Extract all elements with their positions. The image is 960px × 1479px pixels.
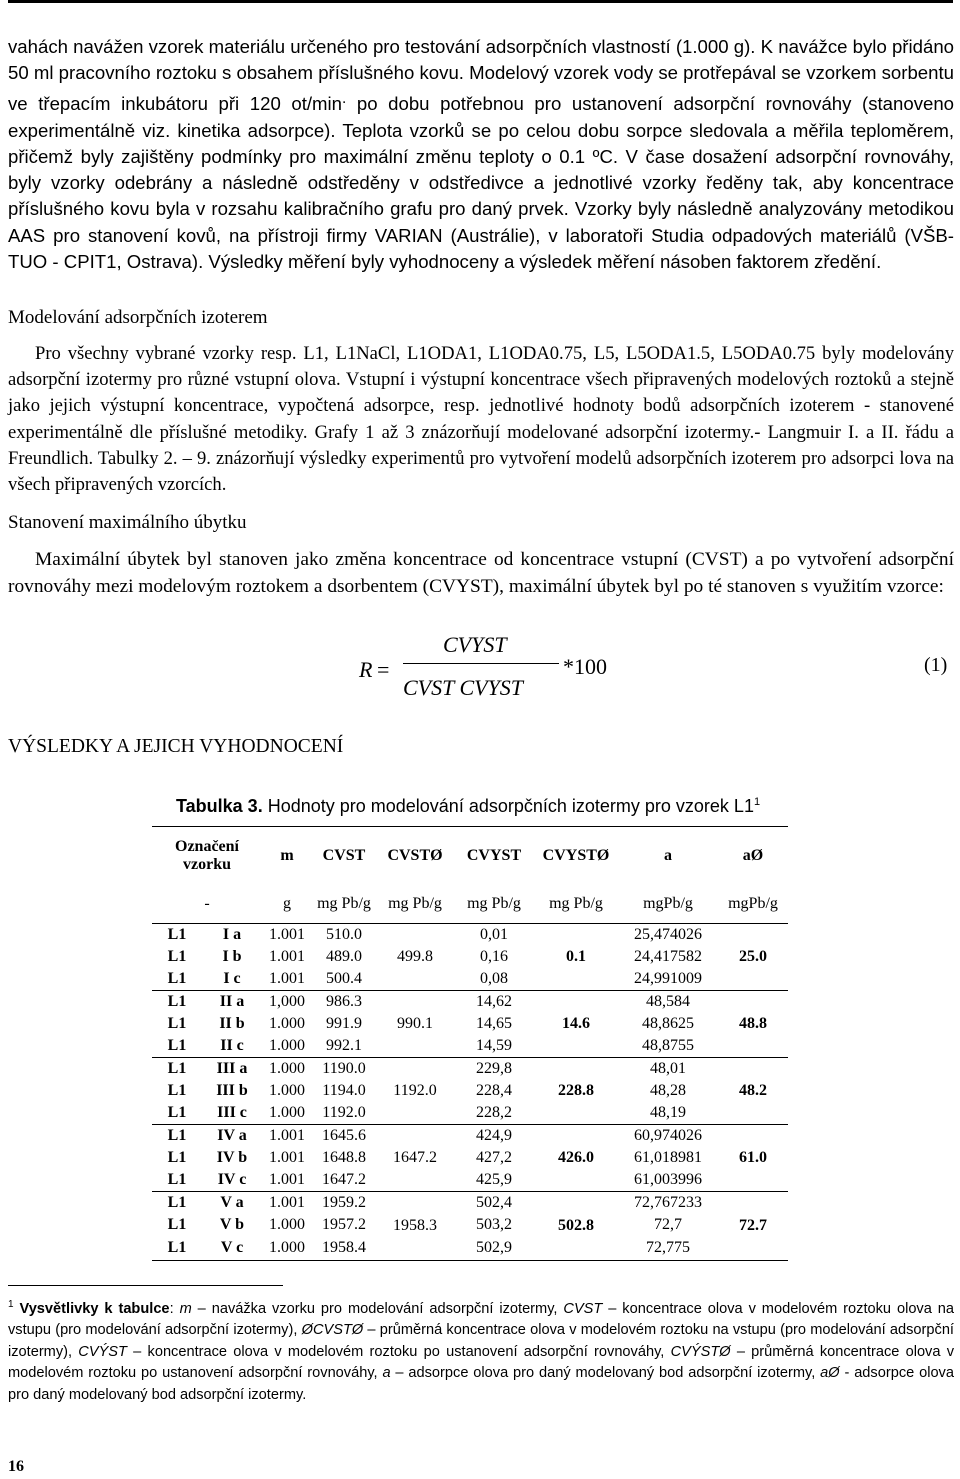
cell-a: 48,584 bbox=[646, 993, 690, 1010]
cell-id: III c bbox=[202, 1102, 262, 1125]
cell-cvyst: 14,65 bbox=[476, 1015, 512, 1032]
table-body bbox=[152, 924, 788, 1261]
cell-a-avg: 48.8 bbox=[718, 991, 788, 1058]
equation-number: (1) bbox=[924, 654, 948, 676]
cell-m: 1.001 bbox=[269, 948, 305, 965]
cell-cvyst-avg: 14.6 bbox=[534, 991, 618, 1058]
cell-id: IV b bbox=[216, 1149, 248, 1166]
top-rule bbox=[8, 0, 953, 3]
table-units-row: - g mg Pb/g mg Pb/g mg Pb/g mg Pb/g mgPb/g mgPb/g bbox=[152, 885, 788, 924]
cell-cvyst: 424,9 bbox=[476, 1127, 512, 1144]
fraction-bar bbox=[403, 663, 559, 664]
cell-cvst: 986.3 bbox=[326, 993, 362, 1010]
cell-cvst: 1192.0 bbox=[312, 1102, 376, 1125]
cell-cvst: 1647.2 bbox=[312, 1169, 376, 1192]
table-row bbox=[152, 1147, 788, 1169]
cell-id: II b bbox=[219, 1015, 245, 1032]
cell-m: 1.001 bbox=[269, 1194, 305, 1211]
cell-cvst: 992.1 bbox=[312, 1035, 376, 1058]
cell-cvst: 1957.2 bbox=[322, 1216, 366, 1233]
cell-m: 1.000 bbox=[262, 1035, 312, 1058]
cell-a: 24,417582 bbox=[634, 948, 702, 965]
table-row bbox=[152, 1214, 788, 1236]
cell-id: III b bbox=[216, 1082, 248, 1099]
cell-m: 1.000 bbox=[269, 1060, 305, 1077]
cell-cvst: 1190.0 bbox=[322, 1060, 366, 1077]
cell-a: 60,974026 bbox=[634, 1127, 702, 1144]
cell-id: IV a bbox=[217, 1127, 247, 1144]
table-row bbox=[152, 946, 788, 968]
cell-m: 1.000 bbox=[269, 1216, 305, 1233]
cell-cvyst: 14,62 bbox=[476, 993, 512, 1010]
cell-id: V c bbox=[202, 1236, 262, 1261]
cell-id: I a bbox=[222, 926, 242, 943]
table-row bbox=[152, 1102, 788, 1125]
cell-cvyst-avg: 228.8 bbox=[534, 1058, 618, 1125]
results-heading: VÝSLEDKY A JEJICH VYHODNOCENÍ bbox=[8, 736, 344, 757]
cell-sample: L1 bbox=[152, 968, 202, 991]
cell-m: 1.001 bbox=[269, 1127, 305, 1144]
cell-m: 1.000 bbox=[269, 1082, 305, 1099]
section-heading-isotherms: Modelování adsorpčních izoterem bbox=[8, 307, 268, 328]
table-caption: Tabulka 3. Hodnoty pro modelování adsorpčních izotermy pro vzorek $L1^1$ bbox=[176, 796, 761, 816]
cell-a: 48,28 bbox=[650, 1082, 686, 1099]
intro-paragraph: vahách navážen vzorek materiálu určeného pro testování adsorpčních vlastností (1.000 g). K navážce bylo přidáno 50 ml pracovního roztoku s obsahem příslušného kovu. Modelový vzorek vody se protřepával se vzorkem sorbentu ve třepacím inkubátoru při 120 ot/min. po dobu potřebnou pro ustanovení adsorpční rovnováhy (stanoveno experimentálně viz. kinetika adsorpce). Teplota vzorků se po celou dobu sorpce sledovala a měřila teploměrem, přičemž byly zajištěny podmínky pro maximální změnu teploty o 0.1 ºC. V čase dosažení adsorpční rovnováhy, byly vzorky odebrány a následně odstředěny v odstředivce a jednotlivé vzorky ředěny tak, aby koncentrace příslušného kovu byla v rozsahu kalibračního grafu pro daný prvek. Vzorky byly následně analyzovány metodikou AAS pro stanovení kovů, na přístroji firmy VARIAN (Austrálie), v laboratoři Studia odpadových materiálů (VŠB-TUO - CPIT1, Ostrava). Výsledky měření byly vyhodnoceny a výsledek měření násoben faktorem zředění. bbox=[8, 36, 955, 272]
cell-sample: L1 bbox=[167, 993, 187, 1010]
cell-id: V a bbox=[220, 1194, 244, 1211]
table-row bbox=[152, 1236, 788, 1261]
cell-id: I b bbox=[222, 948, 242, 965]
cell-m: 1.000 bbox=[262, 1102, 312, 1125]
cell-m: 1.000 bbox=[269, 1015, 305, 1032]
cell-a: 72,767233 bbox=[634, 1194, 702, 1211]
cell-sample: L1 bbox=[167, 926, 187, 943]
cell-cvyst: 502,4 bbox=[476, 1194, 512, 1211]
table-header-row bbox=[152, 827, 788, 886]
cell-cvyst: 425,9 bbox=[454, 1169, 534, 1192]
cell-sample: L1 bbox=[167, 1127, 187, 1144]
col-header-cvst-avg: CVSTØ bbox=[376, 827, 454, 886]
footnote-rule bbox=[8, 1285, 283, 1286]
cell-a: 48,8755 bbox=[618, 1035, 718, 1058]
cell-a-avg: 48.2 bbox=[718, 1058, 788, 1125]
cell-id: V b bbox=[219, 1216, 245, 1233]
table-row bbox=[152, 1058, 788, 1081]
col-header-cvyst: CVYST bbox=[454, 827, 534, 886]
cell-sample: L1 bbox=[167, 1216, 187, 1233]
col-header-cvyst-avg: CVYSTØ bbox=[534, 827, 618, 886]
col-header-a-avg: aØ bbox=[718, 827, 788, 886]
cell-cvst: 1958.4 bbox=[312, 1236, 376, 1261]
table-row bbox=[152, 1013, 788, 1035]
cell-cvst-avg: 1958.3 bbox=[376, 1192, 454, 1261]
cell-sample: L1 bbox=[167, 1060, 187, 1077]
table-row bbox=[152, 1169, 788, 1192]
table-row bbox=[152, 991, 788, 1014]
cell-cvst-avg: 1647.2 bbox=[376, 1125, 454, 1192]
max-loss-paragraph: Maximální úbytek byl stanoven jako změna koncentrace od koncentrace vstupní (CVST) a po vytvoření adsorpční rovnováhy mezi modelovým roztokem a dsorbentem (CVYST), maximální úbytek byl po té stanoven s využitím vzorce: bbox=[8, 549, 954, 597]
cell-cvyst: 229,8 bbox=[476, 1060, 512, 1077]
cell-a-avg: 72.7 bbox=[718, 1192, 788, 1261]
cell-cvyst: 14,59 bbox=[454, 1035, 534, 1058]
cell-cvyst-avg: 426.0 bbox=[534, 1125, 618, 1192]
cell-a-avg: 61.0 bbox=[718, 1125, 788, 1192]
isotherm-paragraph: Pro všechny vybrané vzorky resp. L1, L1NaCl, L1ODA1, L1ODA0.75, L5, L5ODA1.5, L5ODA0.75 byly modelovány adsorpční izotermy pro různé vstupní olova. Vstupní i výstupní koncentrace všech připravených modelových roztoků a stejně jako jejich výstupní koncentrace, vypočtená adsorpce, resp. jednotlivé hodnoty bodů adsorpčních izoterem - stanovené experimentálně dle příslušné metodiky. Grafy 1 až 3 znázorňují modelované adsorpční izotermy.- Langmuir I. a II. řádu a Freundlich. Tabulky 2. – 9. znázorňují výsledky experimentů pro vytvoření modelů adsorpčních izoterem pro adsorpci lova na všech připravených vzorcích. bbox=[8, 343, 954, 496]
table-row bbox=[152, 924, 788, 947]
cell-cvyst: 0,01 bbox=[480, 926, 508, 943]
col-header-m: m bbox=[262, 827, 312, 886]
cell-m: 1.001 bbox=[269, 1149, 305, 1166]
cell-cvst: 500.4 bbox=[312, 968, 376, 991]
section-heading-max-loss: Stanovení maximálního úbytku bbox=[8, 512, 247, 533]
table-row bbox=[152, 1080, 788, 1102]
cell-m: 1.001 bbox=[262, 968, 312, 991]
cell-cvyst: 427,2 bbox=[476, 1149, 512, 1166]
cell-cvst: 489.0 bbox=[326, 948, 362, 965]
cell-m: 1.000 bbox=[262, 1236, 312, 1261]
cell-cvst: 1959.2 bbox=[322, 1194, 366, 1211]
cell-cvyst: 228,2 bbox=[454, 1102, 534, 1125]
cell-sample: L1 bbox=[167, 1082, 187, 1099]
table-row bbox=[152, 1192, 788, 1215]
cell-a-avg: 25.0 bbox=[718, 924, 788, 991]
cell-cvyst: 0,08 bbox=[454, 968, 534, 991]
cell-cvst: 1194.0 bbox=[322, 1082, 366, 1099]
cell-cvyst: 503,2 bbox=[476, 1216, 512, 1233]
cell-a: 25,474026 bbox=[634, 926, 702, 943]
table-row bbox=[152, 1125, 788, 1148]
table-row bbox=[152, 1035, 788, 1058]
cell-cvyst: 502,9 bbox=[454, 1236, 534, 1261]
cell-cvyst: 0,16 bbox=[480, 948, 508, 965]
cell-a: 48,01 bbox=[650, 1060, 686, 1077]
cell-cvst: 1645.6 bbox=[322, 1127, 366, 1144]
cell-m: 1.001 bbox=[262, 1169, 312, 1192]
cell-a: 48,8625 bbox=[642, 1015, 694, 1032]
cell-sample: L1 bbox=[167, 948, 187, 965]
cell-cvst-avg: 499.8 bbox=[376, 924, 454, 991]
cell-cvyst-avg: 0.1 bbox=[534, 924, 618, 991]
cell-a: 61,003996 bbox=[618, 1169, 718, 1192]
col-header-sample: Označení vzorku bbox=[152, 827, 262, 886]
cell-m: 1,000 bbox=[269, 993, 305, 1010]
cell-sample: L1 bbox=[152, 1035, 202, 1058]
cell-sample: L1 bbox=[167, 1149, 187, 1166]
cell-a: 72,775 bbox=[618, 1236, 718, 1261]
page-number: 16 bbox=[8, 1458, 24, 1475]
cell-id: I c bbox=[202, 968, 262, 991]
cell-sample: L1 bbox=[152, 1102, 202, 1125]
cell-a: 72,7 bbox=[654, 1216, 682, 1233]
cell-a: 61,018981 bbox=[634, 1149, 702, 1166]
equation-r: R = CVYST CVST CVYST *100 bbox=[359, 632, 607, 700]
cell-a: 24,991009 bbox=[618, 968, 718, 991]
cell-cvst: 991.9 bbox=[326, 1015, 362, 1032]
cell-sample: L1 bbox=[152, 1236, 202, 1261]
cell-cvst: 1648.8 bbox=[322, 1149, 366, 1166]
cell-cvyst-avg: 502.8 bbox=[534, 1192, 618, 1261]
footnote: $^1$ Vysvětlivky k tabulce: m – navážka vzorku pro modelování adsorpční izotermy, CVST – koncentrace olova v modelovém roztoku olova na vstupu (pro modelování adsorpční izotermy), ØCVSTØ – průměrná koncentrace olova v modelovém roztoku na vstupu (pro modelování adsorpční izotermy), CVÝST – koncentrace olova v modelovém roztoku po ustanovení adsorpční rovnováhy, CVÝSTØ – průměrná koncentrace olova v modelovém roztoku po ustanovení adsorpční rovnováhy, a – adsorpce olova pro daný modelovaný bod adsorpční izotermy, aØ - adsorpce olova pro daný modelovaný bod adsorpční izotermy. bbox=[8, 1299, 955, 1403]
cell-cvst-avg: 990.1 bbox=[376, 991, 454, 1058]
cell-m: 1.001 bbox=[269, 926, 305, 943]
isotherm-table bbox=[152, 826, 788, 1261]
col-header-a: a bbox=[618, 827, 718, 886]
table-row bbox=[152, 968, 788, 991]
cell-cvyst: 228,4 bbox=[476, 1082, 512, 1099]
col-header-cvst: CVST bbox=[312, 827, 376, 886]
cell-sample: L1 bbox=[167, 1194, 187, 1211]
cell-sample: L1 bbox=[167, 1015, 187, 1032]
cell-id: III a bbox=[216, 1060, 248, 1077]
cell-cvst-avg: 1192.0 bbox=[376, 1058, 454, 1125]
cell-id: IV c bbox=[202, 1169, 262, 1192]
cell-cvst: 510.0 bbox=[326, 926, 362, 943]
cell-a: 48,19 bbox=[618, 1102, 718, 1125]
cell-id: II c bbox=[202, 1035, 262, 1058]
cell-id: II a bbox=[219, 993, 245, 1010]
cell-sample: L1 bbox=[152, 1169, 202, 1192]
